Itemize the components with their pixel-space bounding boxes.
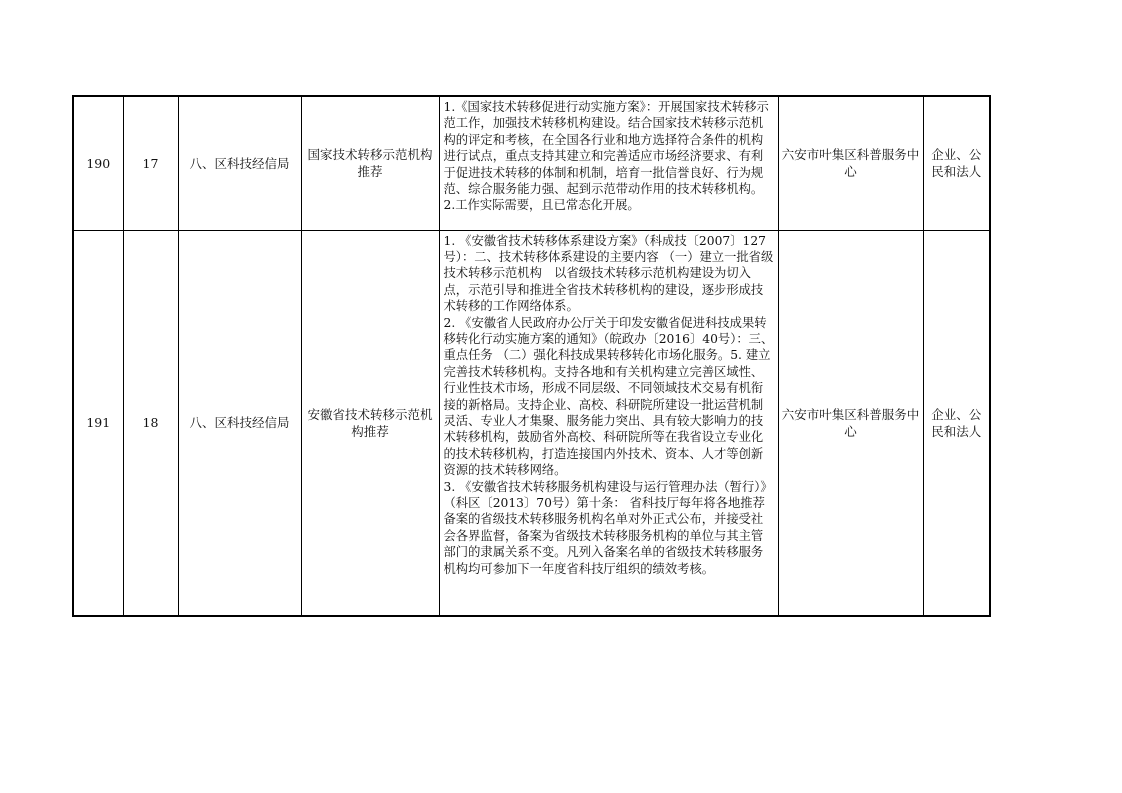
sub-seq-cell: 18	[123, 230, 178, 616]
implementing-body-cell: 六安市叶集区科普服务中心	[778, 96, 923, 230]
department-cell: 八、区科技经信局	[178, 230, 301, 616]
basis-cell	[439, 230, 778, 616]
basis-paragraph: 1.《国家技术转移促进行动实施方案》：开展国家技术转移示范工作，加强技术转移机构建设。结合国家技术转移示范机构的评定和考核，在全国各行业和地方选择符合条件的机构进行试点，重点支持其建立和完善适应市场经济要求、有利于促进技术转移的体制和机制，培育一批信誉良好、行为规范、综合服务能力强、起到示范带动作用的技术转移机构。	[443, 100, 769, 197]
implementing-body-cell: 六安市叶集区科普服务中心	[778, 230, 923, 616]
seq-cell: 190	[73, 96, 123, 230]
catalog-table	[72, 95, 991, 617]
basis-paragraph: 1. 《安徽省技术转移体系建设方案》（科成技〔2007〕127号）：二、技术转移体系建设的主要内容 （一）建立一批省级技术转移示范机构 以省级技术转移示范机构建设为切入点，示范引导和推进全省技术转移机构的建设，逐步形成技术转移的工作网络体系。	[443, 233, 774, 314]
item-name-cell: 安徽省技术转移示范机构推荐	[301, 230, 439, 616]
basis-paragraph: 3. 《安徽省技术转移服务机构建设与运行管理办法（暂行）》（科区〔2013〕70号）第十条： 省科技厅每年将各地推荐备案的省级技术转移服务机构名单对外正式公布，并接受社会各界监督，备案为省级技术转移服务机构的单位与其主管部门的隶属关系不变。凡列入备案名单的省级技术转移服务机构均可参加下一年度省科技厅组织的绩效考核。	[443, 479, 773, 576]
basis-cell	[439, 96, 778, 230]
basis-paragraph: 2. 《安徽省人民政府办公厅关于印发安徽省促进科技成果转移转化行动实施方案的通知》（皖政办〔2016〕40号）：三、重点任务 （二）强化科技成果转移转化市场化服务。5. 建立完善技术转移机构。支持各地和有关机构建立完善区域性、行业性技术市场，形成不同层级、不同领域技术交易有机衔接的新格局。支持企业、高校、科研院所建设一批运营机制灵活、专业人才集聚、服务能力突出、具有较大影响力的技术转移机构，鼓励省外高校、科研院所等在我省设立专业化的技术转移机构，打造连接国内外技术、资本、人才等创新资源的技术转移网络。	[443, 315, 774, 478]
table-row	[73, 96, 990, 230]
department-cell: 八、区科技经信局	[178, 96, 301, 230]
table-row	[73, 230, 990, 616]
service-object-cell: 企业、公民和法人	[923, 230, 990, 616]
basis-paragraph: 2.工作实际需要，且已常态化开展。	[443, 198, 640, 213]
item-name-cell: 国家技术转移示范机构推荐	[301, 96, 439, 230]
sub-seq-cell: 17	[123, 96, 178, 230]
seq-cell: 191	[73, 230, 123, 616]
service-object-cell: 企业、公民和法人	[923, 96, 990, 230]
